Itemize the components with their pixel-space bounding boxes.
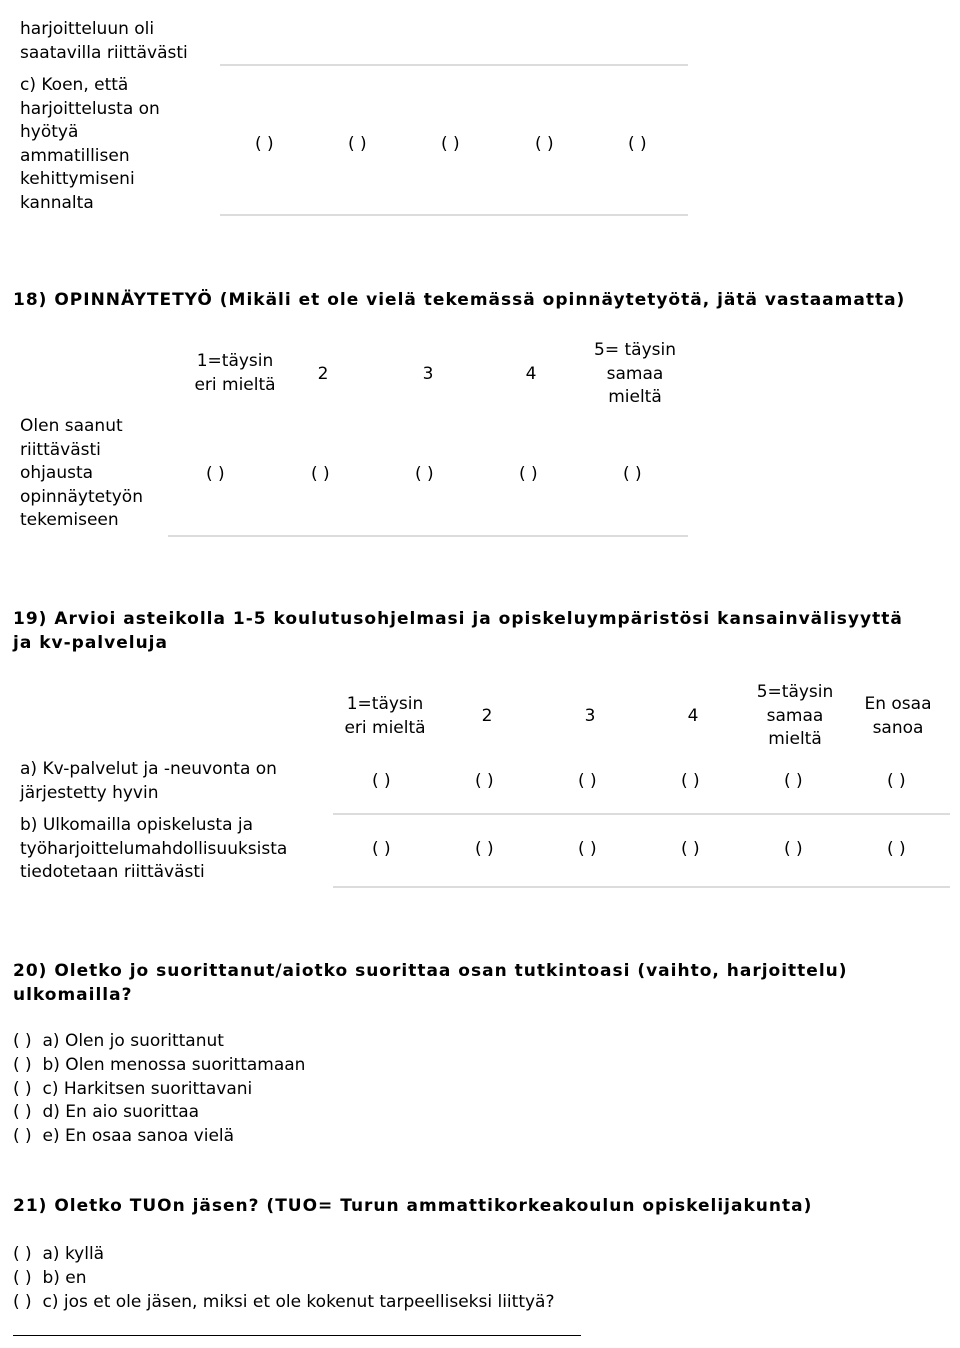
q18-scale-1: 1=täysin eri mieltä (194, 351, 276, 395)
table-rule (220, 214, 688, 216)
q19a-option-5[interactable]: ( ) (784, 771, 803, 791)
q19-scale-1: 1=täysin eri mieltä (344, 694, 426, 738)
option-label: c) jos et ole jäsen, miksi et ole kokenut tarpeelliseksi liittyä? (42, 1292, 555, 1312)
radio-mark[interactable]: ( ) (13, 1244, 32, 1264)
q19b-option-1[interactable]: ( ) (372, 839, 391, 859)
q19b-option-2[interactable]: ( ) (475, 839, 494, 859)
option-label: b) Olen menossa suorittamaan (42, 1055, 306, 1075)
option-label: e) En osaa sanoa vielä (42, 1126, 235, 1146)
q19b-statement: b) Ulkomailla opiskelusta ja työharjoittelumahdollisuuksista tiedotetaan riittävästi (20, 815, 288, 882)
table-rule (220, 64, 688, 66)
q20-heading: 20) Oletko jo suorittanut/aiotko suorittaa osan tutkintoasi (vaihto, harjoittelu) ulkomailla? (13, 961, 848, 1005)
radio-mark[interactable]: ( ) (13, 1031, 32, 1051)
q20-option-c[interactable] (13, 1078, 252, 1102)
q19a-statement: a) Kv-palvelut ja -neuvonta on järjestetty hyvin (20, 759, 277, 803)
q18-scale-3: 3 (422, 364, 434, 384)
q17c-option-1[interactable]: ( ) (255, 134, 274, 154)
q18-heading: 18) OPINNÄYTETYÖ (Mikäli et ole vielä tekemässä opinnäytetyötä, jätä vastaamatta) (13, 290, 906, 310)
q21-option-b[interactable] (13, 1267, 87, 1291)
q19a-option-2[interactable]: ( ) (475, 771, 494, 791)
option-label: c) Harkitsen suorittavani (42, 1079, 253, 1099)
radio-mark[interactable]: ( ) (13, 1055, 32, 1075)
q19-scale-6: En osaa sanoa (864, 694, 932, 738)
q17c-option-2[interactable]: ( ) (348, 134, 367, 154)
option-label: b) en (42, 1268, 87, 1288)
q19-scale-3: 3 (584, 706, 596, 726)
q19-scale-5: 5=täysin samaa mieltä (756, 682, 834, 749)
option-label: a) Olen jo suorittanut (42, 1031, 224, 1051)
option-label: a) kyllä (42, 1244, 105, 1264)
radio-mark[interactable]: ( ) (13, 1268, 32, 1288)
q19a-option-4[interactable]: ( ) (681, 771, 700, 791)
q18-scale-2: 2 (317, 364, 329, 384)
table-rule (168, 535, 688, 537)
q20-option-b[interactable] (13, 1054, 305, 1078)
q18-option-3[interactable]: ( ) (415, 464, 434, 484)
answer-blank-line[interactable] (13, 1335, 581, 1336)
radio-mark[interactable]: ( ) (13, 1102, 32, 1122)
q19b-option-6[interactable]: ( ) (887, 839, 906, 859)
q20-option-e[interactable] (13, 1125, 234, 1149)
q17-prev-statement: harjoitteluun oli saatavilla riittävästi (20, 19, 188, 63)
radio-mark[interactable]: ( ) (13, 1292, 32, 1312)
q19-scale-2: 2 (481, 706, 493, 726)
table-rule (333, 813, 950, 815)
q21-heading: 21) Oletko TUOn jäsen? (TUO= Turun ammattikorkeakoulun opiskelijakunta) (13, 1196, 813, 1216)
radio-mark[interactable]: ( ) (13, 1079, 32, 1099)
q20-option-a[interactable] (13, 1030, 224, 1054)
q17c-option-5[interactable]: ( ) (628, 134, 647, 154)
q17c-option-4[interactable]: ( ) (535, 134, 554, 154)
q21-option-c[interactable] (13, 1291, 555, 1315)
q18-option-4[interactable]: ( ) (519, 464, 538, 484)
q18-option-2[interactable]: ( ) (311, 464, 330, 484)
q20-option-d[interactable] (13, 1101, 199, 1125)
q18-statement: Olen saanut riittävästi ohjausta opinnäytetyön tekemiseen (20, 416, 143, 530)
q18-scale-5: 5= täysin samaa mieltä (594, 340, 676, 407)
q19a-option-1[interactable]: ( ) (372, 771, 391, 791)
q19-heading: 19) Arvioi asteikolla 1-5 koulutusohjelmasi ja opiskeluympäristösi kansainvälisyyttä ja kv-palveluja (13, 609, 903, 653)
q18-option-1[interactable]: ( ) (206, 464, 225, 484)
q19a-option-3[interactable]: ( ) (578, 771, 597, 791)
q18-option-5[interactable]: ( ) (623, 464, 642, 484)
radio-mark[interactable]: ( ) (13, 1126, 32, 1146)
q19-scale-4: 4 (687, 706, 699, 726)
q17c-option-3[interactable]: ( ) (441, 134, 460, 154)
option-label: d) En aio suorittaa (42, 1102, 200, 1122)
q21-option-a[interactable] (13, 1243, 104, 1267)
q17c-statement: c) Koen, että harjoittelusta on hyötyä ammatillisen kehittymiseni kannalta (20, 75, 160, 213)
q19a-option-6[interactable]: ( ) (887, 771, 906, 791)
table-rule (333, 886, 950, 888)
q19b-option-5[interactable]: ( ) (784, 839, 803, 859)
q19b-option-4[interactable]: ( ) (681, 839, 700, 859)
q18-scale-4: 4 (525, 364, 537, 384)
q19b-option-3[interactable]: ( ) (578, 839, 597, 859)
